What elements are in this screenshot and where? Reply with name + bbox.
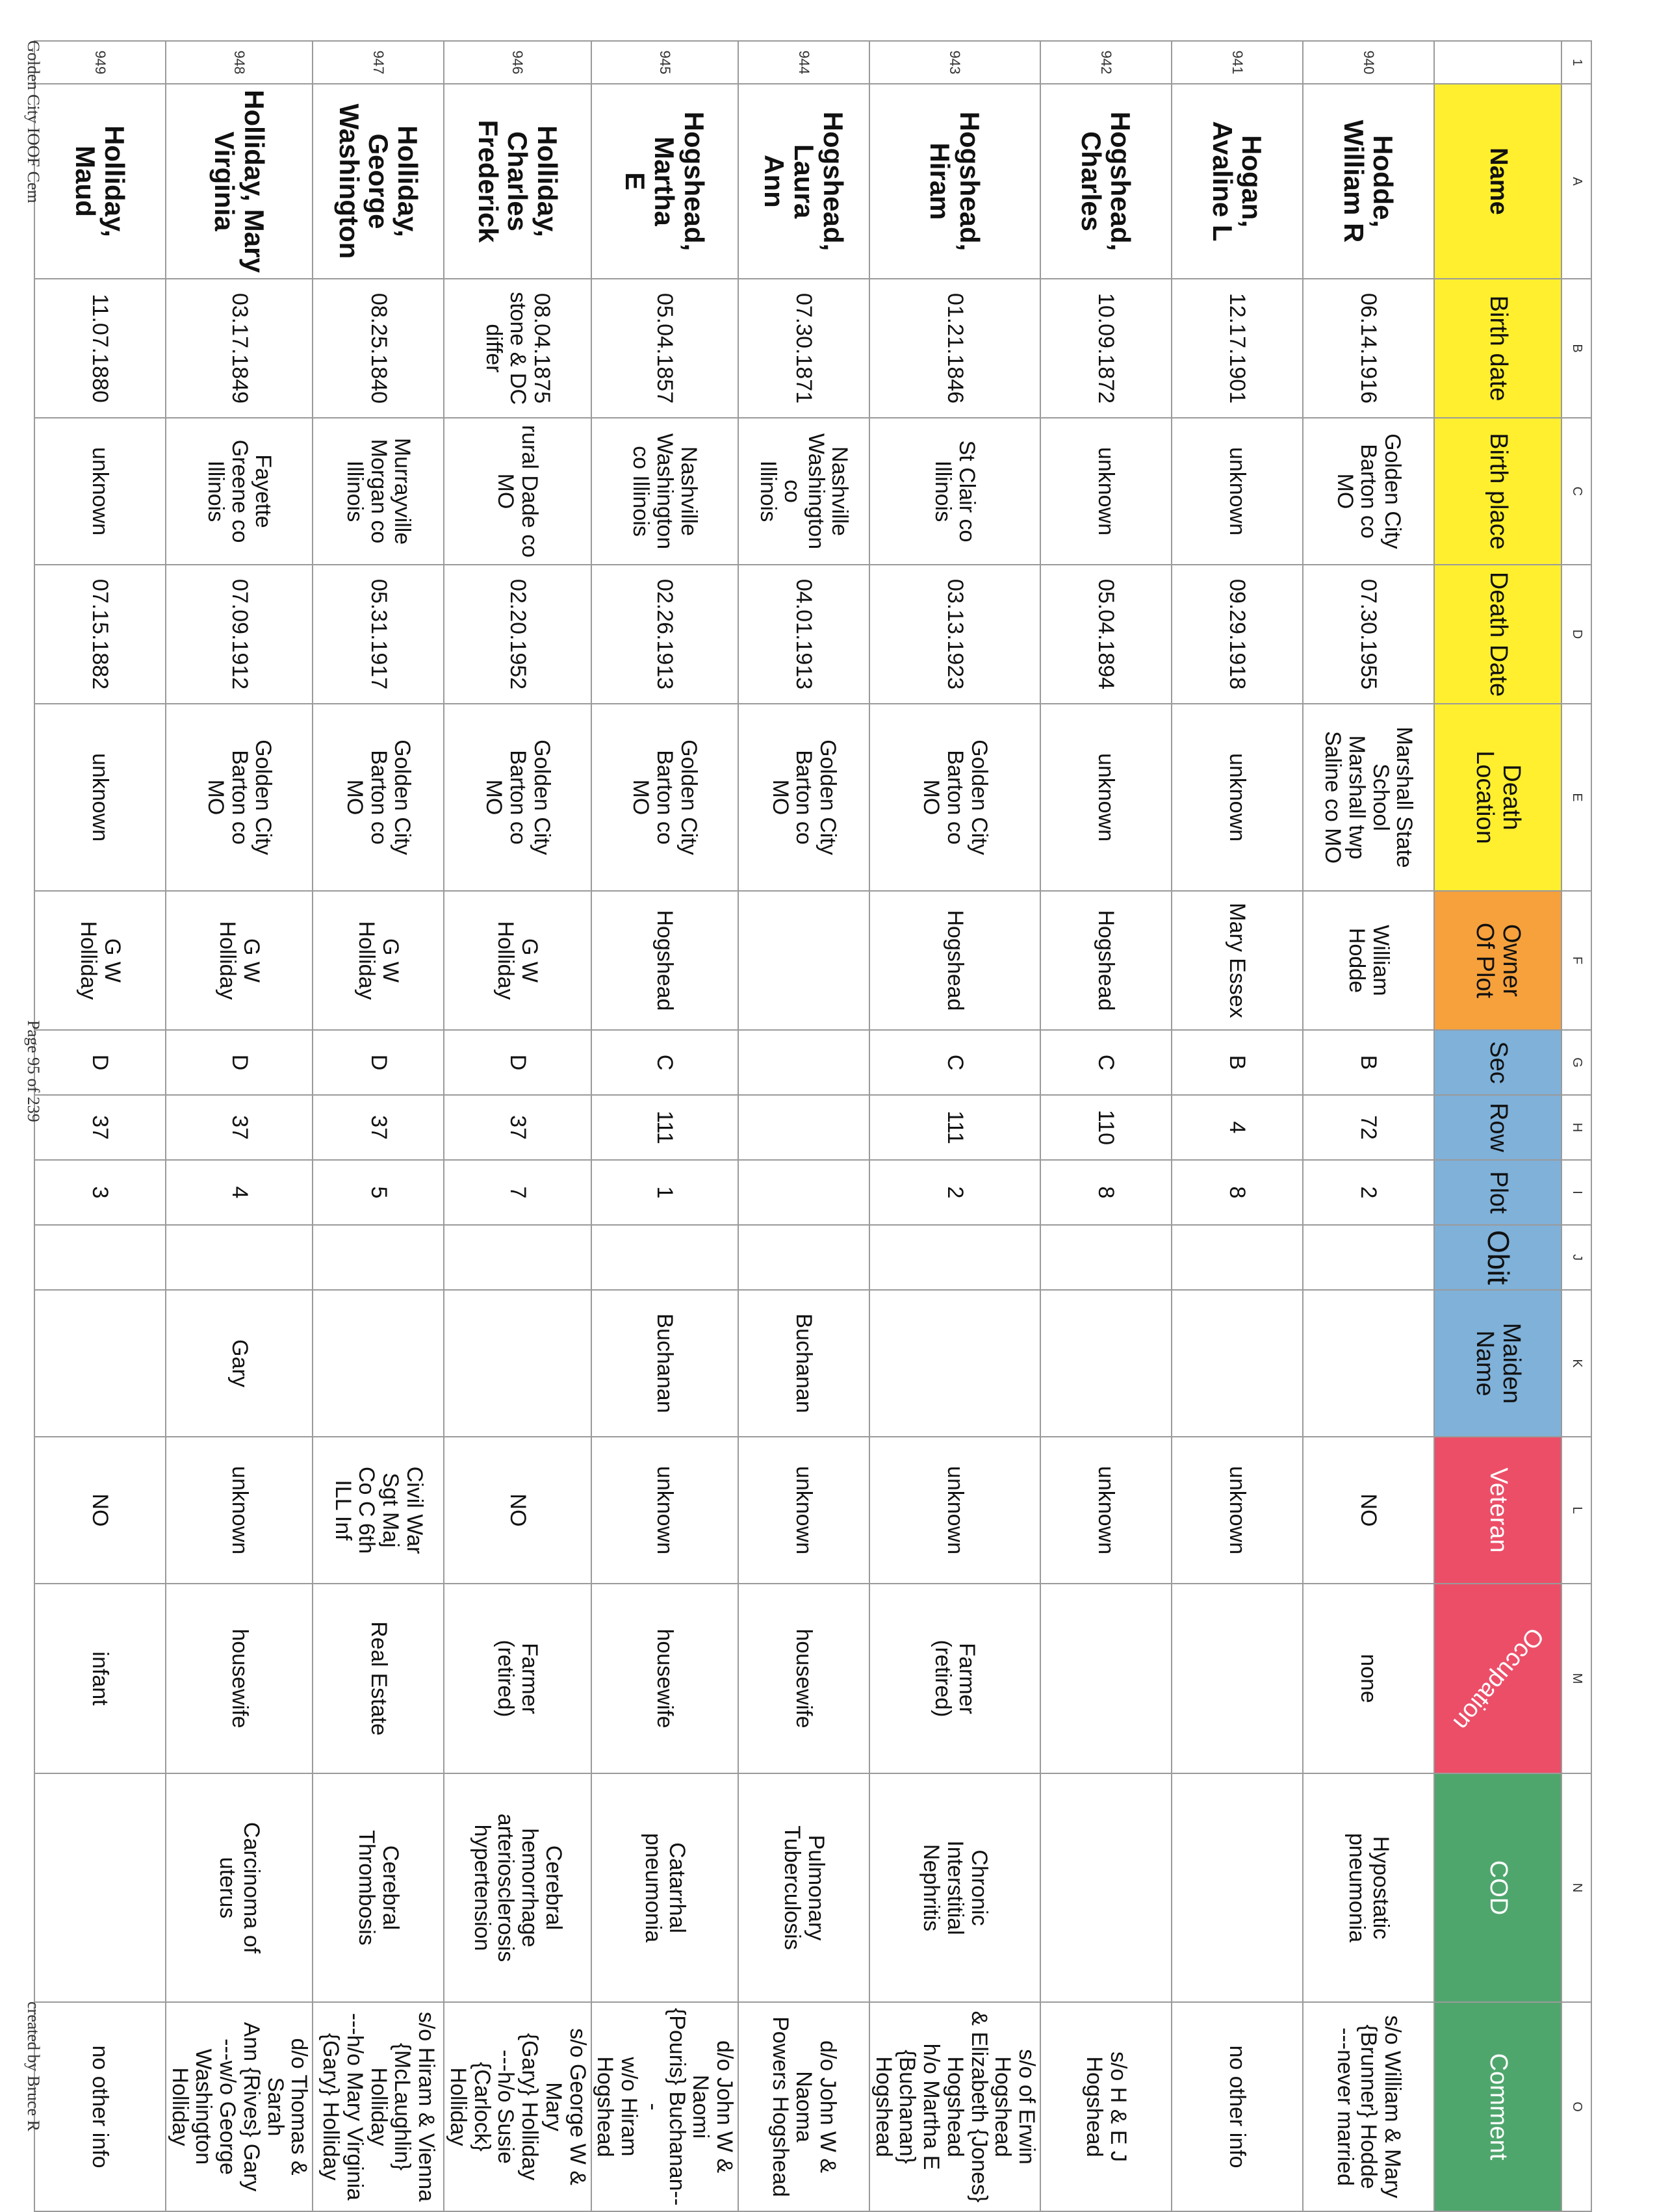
cell-plot: 5 — [313, 1160, 444, 1225]
row-number: 945 — [591, 41, 738, 84]
cell-birth-date: 06.14.1916 — [1303, 279, 1434, 418]
cell-cod — [1172, 1773, 1303, 2002]
cell-owner: G W Holliday — [444, 891, 591, 1030]
column-letter: B — [1561, 279, 1591, 418]
header-comment: Comment — [1434, 2002, 1561, 2211]
cell-veteran: unknown — [166, 1437, 313, 1584]
cell-plot — [738, 1160, 869, 1225]
cell-plot: 8 — [1172, 1160, 1303, 1225]
column-letter: G — [1561, 1030, 1591, 1095]
cell-birth-place: Nashville Washington co Illinois — [591, 418, 738, 565]
row-number: 942 — [1040, 41, 1172, 84]
cell-row: 37 — [166, 1095, 313, 1160]
cell-owner: Mary Essex — [1172, 891, 1303, 1030]
cell-cod: Cerebral hemorrhage arteriosclerosis hypertension — [444, 1773, 591, 2002]
cell-birth-date: 03.17.1849 — [166, 279, 313, 418]
cell-maiden: Buchanan — [591, 1290, 738, 1437]
cell-obit — [1303, 1225, 1434, 1290]
cell-owner: G W Holliday — [166, 891, 313, 1030]
row-number: 941 — [1172, 41, 1303, 84]
row-number: 943 — [869, 41, 1040, 84]
cell-sec: D — [313, 1030, 444, 1095]
cell-comment: no other info — [34, 2002, 166, 2211]
column-letter: J — [1561, 1225, 1591, 1290]
cell-death-date: 07.15.1882 — [34, 565, 166, 704]
cell-owner: G W Holliday — [34, 891, 166, 1030]
cell-veteran: NO — [1303, 1437, 1434, 1584]
column-letter: D — [1561, 565, 1591, 704]
cell-death-location: Golden City Barton co MO — [444, 704, 591, 891]
cell-birth-date: 08.25.1840 — [313, 279, 444, 418]
cell-sec: C — [869, 1030, 1040, 1095]
cell-occupation: housewife — [591, 1584, 738, 1773]
cell-death-date: 05.04.1894 — [1040, 565, 1172, 704]
row-number: 948 — [166, 41, 313, 84]
header-birth-place: Birth place — [1434, 418, 1561, 565]
cell-veteran: Civil War Sgt Maj Co C 6th ILL Inf — [313, 1437, 444, 1584]
cell-occupation — [1172, 1584, 1303, 1773]
cell-comment: d/o Thomas & Sarah Ann {Rives} Gary ---w/o George Washington Holliday — [166, 2002, 313, 2211]
header-sec: Sec — [1434, 1030, 1561, 1095]
cell-birth-place: Nashville Washington co Illinois — [738, 418, 869, 565]
cell-death-location: Marshall State School Marshall twp Saline co MO — [1303, 704, 1434, 891]
cell-name: Hogshead, Laura Ann — [738, 84, 869, 279]
header-birth-date: Birth date — [1434, 279, 1561, 418]
cell-birth-place: unknown — [1040, 418, 1172, 565]
cell-comment: s/o Hiram & Vienna {McLaughlin} Holliday ---h/o Mary Virginia {Gary} Holliday — [313, 2002, 444, 2211]
column-letter: L — [1561, 1437, 1591, 1584]
header-row — [1434, 41, 1561, 2211]
cell-plot: 8 — [1040, 1160, 1172, 1225]
cell-cod — [1040, 1773, 1172, 2002]
cell-name: Holliday, Maud — [34, 84, 166, 279]
cell-death-location: unknown — [1040, 704, 1172, 891]
cell-death-location: unknown — [34, 704, 166, 891]
cell-sec: C — [1040, 1030, 1172, 1095]
cell-plot: 4 — [166, 1160, 313, 1225]
cell-cod: Cerebral Thrombosis — [313, 1773, 444, 2002]
table-row — [1040, 41, 1172, 2211]
cell-owner: Hogshead — [591, 891, 738, 1030]
cell-name: Hogshead, Charles — [1040, 84, 1172, 279]
cell-veteran: unknown — [738, 1437, 869, 1584]
cell-birth-place: Fayette Greene co Illinois — [166, 418, 313, 565]
header-death-date: Death Date — [1434, 565, 1561, 704]
cell-owner — [738, 891, 869, 1030]
cell-comment: s/o of Erwin Hogshead & Elizabeth {Jones} Hogshead h/o Martha E {Buchanan} Hogshead — [869, 2002, 1040, 2211]
cell-name: Holliday, Mary Virginia — [166, 84, 313, 279]
footer-author: created by Bruce R — [24, 2001, 43, 2131]
cell-maiden — [1303, 1290, 1434, 1437]
column-letter: H — [1561, 1095, 1591, 1160]
cell-comment: d/o John W & Naoma Powers Hogshead — [738, 2002, 869, 2211]
cell-death-date: 07.30.1955 — [1303, 565, 1434, 704]
cell-name: Hogan, Avaline L — [1172, 84, 1303, 279]
table-row — [313, 41, 444, 2211]
header-death-location: Death Location — [1434, 704, 1561, 891]
table-row — [166, 41, 313, 2211]
cell-comment: d/o John W & Naomi {Pouris} Buchanan--- w/o Hiram Hogshead — [591, 2002, 738, 2211]
cell-obit — [313, 1225, 444, 1290]
cell-row: 111 — [591, 1095, 738, 1160]
cell-plot: 2 — [869, 1160, 1040, 1225]
cell-row: 37 — [444, 1095, 591, 1160]
cell-occupation: infant — [34, 1584, 166, 1773]
header-owner-of-plot: Owner Of Plot — [1434, 891, 1561, 1030]
cell-sec — [738, 1030, 869, 1095]
cell-birth-place: St Clair co Illinois — [869, 418, 1040, 565]
row-number: 944 — [738, 41, 869, 84]
cell-name: Hogshead, Martha E — [591, 84, 738, 279]
column-letter-row — [1561, 41, 1591, 2211]
cell-birth-place: Murrayville Morgan co Illinois — [313, 418, 444, 565]
column-letter: O — [1561, 2002, 1591, 2211]
cell-birth-date: 11.07.1880 — [34, 279, 166, 418]
cell-death-location: Golden City Barton co MO — [738, 704, 869, 891]
table-row — [869, 41, 1040, 2211]
cell-birth-date: 08.04.1875 stone & DC differ — [444, 279, 591, 418]
cell-obit — [591, 1225, 738, 1290]
cell-comment: s/o H & E J Hogshead — [1040, 2002, 1172, 2211]
cell-obit — [34, 1225, 166, 1290]
cell-occupation: Farmer (retired) — [444, 1584, 591, 1773]
cell-maiden — [34, 1290, 166, 1437]
table-row — [738, 41, 869, 2211]
cell-death-date: 02.20.1952 — [444, 565, 591, 704]
cell-obit — [444, 1225, 591, 1290]
header-occupation — [1434, 1584, 1561, 1773]
header-occupation-label: Occupation — [1447, 1622, 1549, 1736]
cell-obit — [1040, 1225, 1172, 1290]
cell-name: Hodde, William R — [1303, 84, 1434, 279]
row-number: 940 — [1303, 41, 1434, 84]
cell-birth-date: 07.30.1871 — [738, 279, 869, 418]
cell-birth-place: rural Dade co MO — [444, 418, 591, 565]
cell-veteran: NO — [444, 1437, 591, 1584]
cell-sec: C — [591, 1030, 738, 1095]
cell-death-date: 05.31.1917 — [313, 565, 444, 704]
column-letter: K — [1561, 1290, 1591, 1437]
column-letter: I — [1561, 1160, 1591, 1225]
cell-death-location: Golden City Barton co MO — [166, 704, 313, 891]
row-number: 946 — [444, 41, 591, 84]
cell-birth-place: unknown — [1172, 418, 1303, 565]
cell-name: Hogshead, Hiram — [869, 84, 1040, 279]
column-letter: 1 — [1561, 41, 1591, 84]
cell-owner: Hogshead — [869, 891, 1040, 1030]
column-letter: C — [1561, 418, 1591, 565]
column-letter: N — [1561, 1773, 1591, 2002]
cell-row: 37 — [313, 1095, 444, 1160]
cell-maiden: Buchanan — [738, 1290, 869, 1437]
cell-veteran: unknown — [1040, 1437, 1172, 1584]
cell-occupation: housewife — [738, 1584, 869, 1773]
cell-maiden — [1172, 1290, 1303, 1437]
cell-sec: D — [166, 1030, 313, 1095]
cell-death-location: unknown — [1172, 704, 1303, 891]
cemetery-records-table — [34, 40, 1592, 2212]
cell-maiden — [313, 1290, 444, 1437]
column-letter: F — [1561, 891, 1591, 1030]
cell-sec: B — [1172, 1030, 1303, 1095]
column-letter: M — [1561, 1584, 1591, 1773]
cell-birth-date: 05.04.1857 — [591, 279, 738, 418]
row-number: 949 — [34, 41, 166, 84]
cell-occupation: Real Estate — [313, 1584, 444, 1773]
cell-cod — [34, 1773, 166, 2002]
header-obit: Obit — [1434, 1225, 1561, 1290]
cell-birth-date: 01.21.1846 — [869, 279, 1040, 418]
header-cod: COD — [1434, 1773, 1561, 2002]
row-number: 947 — [313, 41, 444, 84]
cell-obit — [1172, 1225, 1303, 1290]
cell-maiden — [869, 1290, 1040, 1437]
cell-comment: s/o William & Mary {Brunner} Hodde ---never married — [1303, 2002, 1434, 2211]
cell-death-location: Golden City Barton co MO — [313, 704, 444, 891]
table-row — [591, 41, 738, 2211]
cell-death-date: 09.29.1918 — [1172, 565, 1303, 704]
header-row: Row — [1434, 1095, 1561, 1160]
cell-row: 37 — [34, 1095, 166, 1160]
cell-owner: William Hodde — [1303, 891, 1434, 1030]
cell-death-date: 02.26.1913 — [591, 565, 738, 704]
header-veteran: Veteran — [1434, 1437, 1561, 1584]
cell-death-location: Golden City Barton co MO — [591, 704, 738, 891]
header-name: Name — [1434, 84, 1561, 279]
cell-maiden — [1040, 1290, 1172, 1437]
table-row — [1172, 41, 1303, 2211]
cell-plot: 3 — [34, 1160, 166, 1225]
cell-sec: D — [34, 1030, 166, 1095]
cell-plot: 1 — [591, 1160, 738, 1225]
cell-plot: 2 — [1303, 1160, 1434, 1225]
cell-death-location: Golden City Barton co MO — [869, 704, 1040, 891]
cell-owner: Hogshead — [1040, 891, 1172, 1030]
cell-obit — [166, 1225, 313, 1290]
header-blank — [1434, 41, 1561, 84]
table-row — [34, 41, 166, 2211]
cell-birth-place: unknown — [34, 418, 166, 565]
cell-comment: s/o George W & Mary {Gary} Holliday ---h/o Susie {Carlock} Holliday — [444, 2002, 591, 2211]
column-letter: A — [1561, 84, 1591, 279]
cell-row — [738, 1095, 869, 1160]
cell-cod: Catarrhal pneumonia — [591, 1773, 738, 2002]
cell-row: 72 — [1303, 1095, 1434, 1160]
cell-maiden — [444, 1290, 591, 1437]
cell-veteran: unknown — [1172, 1437, 1303, 1584]
cell-cod: Pulmonary Tuberculosis — [738, 1773, 869, 2002]
footer-cemetery-name: Golden City IOOF Cem — [24, 40, 43, 203]
cell-death-date: 04.01.1913 — [738, 565, 869, 704]
header-plot: Plot — [1434, 1160, 1561, 1225]
cell-obit — [738, 1225, 869, 1290]
cell-birth-place: Golden City Barton co MO — [1303, 418, 1434, 565]
cell-veteran: unknown — [869, 1437, 1040, 1584]
cell-death-date: 07.09.1912 — [166, 565, 313, 704]
cell-occupation: none — [1303, 1584, 1434, 1773]
footer-page-number: Page 95 of 239 — [24, 1020, 43, 1122]
column-letter: E — [1561, 704, 1591, 891]
cell-sec: B — [1303, 1030, 1434, 1095]
cell-veteran: unknown — [591, 1437, 738, 1584]
cell-plot: 7 — [444, 1160, 591, 1225]
cell-owner: G W Holliday — [313, 891, 444, 1030]
cell-name: Holliday, Charles Frederick — [444, 84, 591, 279]
cell-row: 110 — [1040, 1095, 1172, 1160]
cell-occupation: Farmer (retired) — [869, 1584, 1040, 1773]
cell-cod: Carcinoma of uterus — [166, 1773, 313, 2002]
cell-row: 4 — [1172, 1095, 1303, 1160]
cell-name: Holliday, George Washington — [313, 84, 444, 279]
cell-cod: Chronic Interstitial Nephritis — [869, 1773, 1040, 2002]
cell-cod: Hypostatic pneumonia — [1303, 1773, 1434, 2002]
cell-occupation — [1040, 1584, 1172, 1773]
cell-obit — [869, 1225, 1040, 1290]
cell-comment: no other info — [1172, 2002, 1303, 2211]
cell-occupation: housewife — [166, 1584, 313, 1773]
cell-maiden: Gary — [166, 1290, 313, 1437]
table-row — [1303, 41, 1434, 2211]
cell-birth-date: 12.17.1901 — [1172, 279, 1303, 418]
cell-sec: D — [444, 1030, 591, 1095]
cell-birth-date: 10.09.1872 — [1040, 279, 1172, 418]
cell-veteran: NO — [34, 1437, 166, 1584]
cell-row: 111 — [869, 1095, 1040, 1160]
cell-death-date: 03.13.1923 — [869, 565, 1040, 704]
header-maiden-name: Maiden Name — [1434, 1290, 1561, 1437]
table-row — [444, 41, 591, 2211]
